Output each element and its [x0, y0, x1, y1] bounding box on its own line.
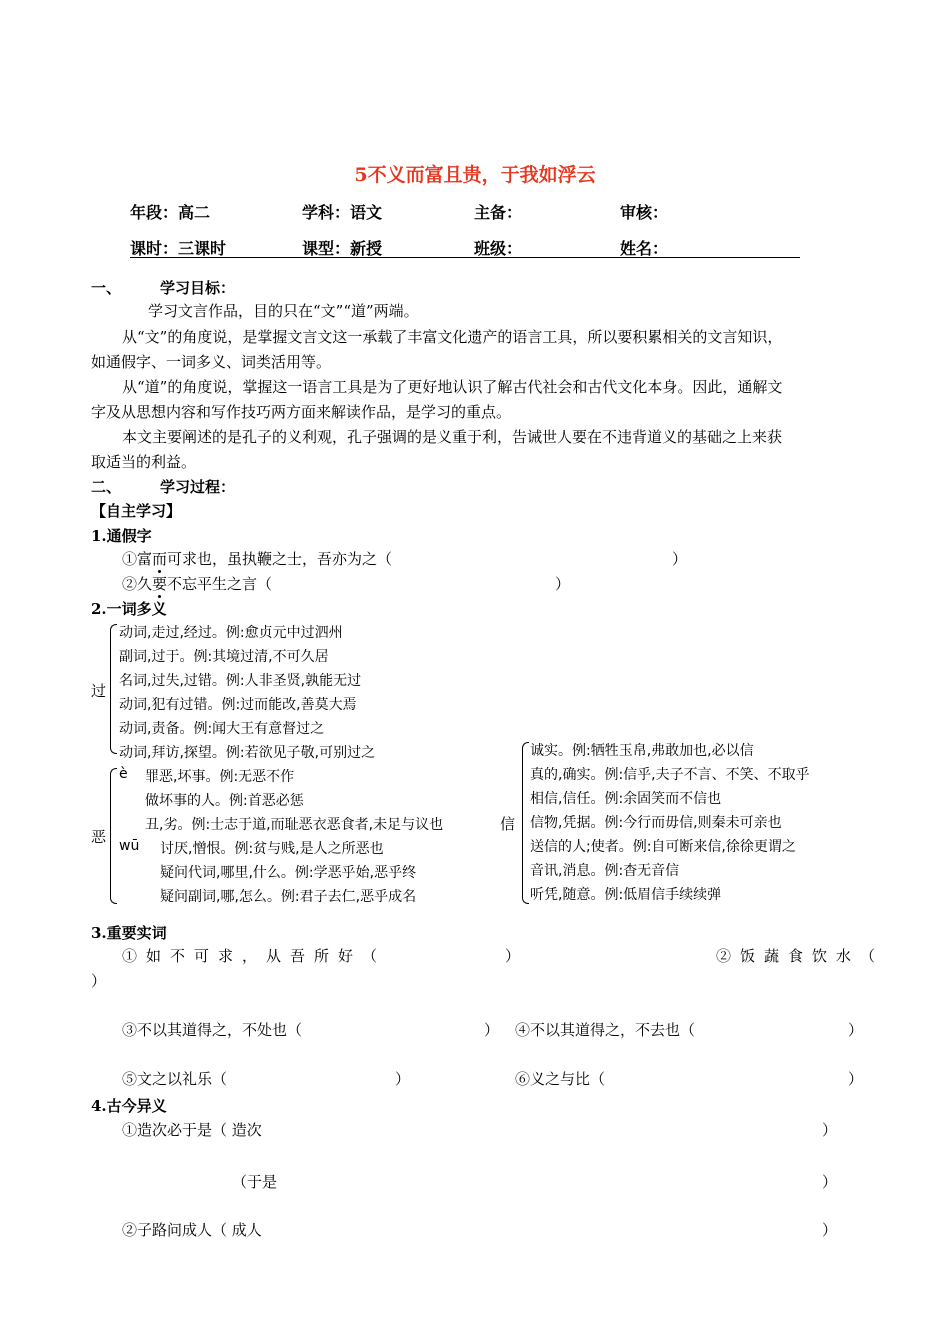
- keywords-item6: ⑥义之与比（: [515, 1070, 606, 1088]
- e-sense-5: 疑问代词,哪里,什么。例:学恶乎始,恶乎终: [160, 865, 417, 881]
- ancient-modern-item1b-close: ）: [822, 1173, 838, 1191]
- meta-underline: [130, 257, 800, 258]
- e-sense-3: 丑,劣。例:士志于道,而耻恶衣恶食者,未足与议也: [145, 817, 444, 833]
- e-pinyin-1: è: [119, 766, 128, 782]
- ancient-modern-item2: ②子路问成人（ 成人: [122, 1221, 262, 1239]
- section1-para4-line1: 本文主要阐述的是孔子的义利观，孔子强调的是义重于利，告诫世人要在不违背道义的基础之上来获: [122, 428, 783, 446]
- xin-sense-6: 音讯,消息。例:杳无音信: [530, 863, 680, 879]
- keywords-item3-close: ）: [484, 1021, 500, 1039]
- section1-number: 一、: [91, 279, 122, 297]
- meta-periods: 课时：三课时: [130, 239, 227, 258]
- meta-reviewer: 审核：: [620, 203, 669, 222]
- ancient-modern-item2-close: ）: [822, 1221, 838, 1239]
- tongjia-item2-close: ）: [555, 575, 571, 593]
- section1-heading: 学习目标：: [160, 279, 236, 297]
- guo-sense-5: 动词,责备。例:闻大王有意督过之: [119, 721, 325, 737]
- polysemy-heading: 2.一词多义: [91, 600, 167, 618]
- xin-sense-5: 送信的人;使者。例:自可断来信,徐徐更谓之: [530, 839, 796, 855]
- meta-class: 班级：: [474, 239, 523, 258]
- keywords-item5-close: ）: [395, 1070, 411, 1088]
- keywords-item1-close: ）: [505, 947, 521, 965]
- ancient-modern-heading: 4.古今异义: [91, 1097, 167, 1115]
- keywords-item1: ①如不可求，从吾所好（: [122, 947, 387, 965]
- self-study-label: 【自主学习】: [91, 502, 182, 520]
- keywords-item4: ④不以其道得之，不去也（: [515, 1021, 696, 1039]
- section1-para2-line2: 如通假字、一词多义、词类活用等。: [91, 353, 332, 371]
- e-sense-6: 疑问副词,哪,怎么。例:君子去仁,恶乎成名: [160, 889, 417, 905]
- e-brace: [110, 768, 117, 904]
- meta-grade: 年段：高二: [130, 203, 211, 222]
- guo-sense-1: 动词,走过,经过。例:愈贞元中过泗州: [119, 625, 343, 641]
- xin-sense-1: 诚实。例:牺牲玉帛,弗敢加也,必以信: [530, 743, 754, 759]
- page-title: 5不义而富且贵，于我如浮云: [354, 164, 596, 186]
- meta-lesson-type: 课型：新授: [302, 239, 383, 258]
- ancient-modern-item1b: （于是: [232, 1173, 278, 1191]
- ancient-modern-item1: ①造次必于是（ 造次: [122, 1121, 262, 1139]
- e-sense-4: 讨厌,憎恨。例:贫与贱,是人之所恶也: [160, 841, 384, 857]
- tongjia-item2: ②久要不忘平生之言（: [122, 575, 273, 593]
- guo-sense-6: 动词,拜访,探望。例:若欲见子敬,可别过之: [119, 745, 376, 761]
- ancient-modern-item1-close: ）: [822, 1121, 838, 1139]
- section1-para3-line1: 从“道”的角度说，掌握这一语言工具是为了更好地认识了解古代社会和古代文化本身。因此，通解文: [122, 378, 783, 396]
- keywords-heading: 3.重要实词: [91, 924, 167, 942]
- tongjia-heading: 1.通假字: [91, 527, 152, 545]
- meta-subject: 学科：语文: [302, 203, 383, 222]
- section1-para1: 学习文言作品，目的只在“文”“道”两端。: [148, 302, 419, 320]
- xin-brace: [522, 742, 529, 904]
- xin-sense-4: 信物,凭据。例:今行而毋信,则秦未可亲也: [530, 815, 782, 831]
- tongjia-item1: ①富而可求也，虽执鞭之士，吾亦为之（: [122, 550, 393, 568]
- section1-para2-line1: 从“文”的角度说，是掌握文言文这一承载了丰富文化遗产的语言工具，所以要积累相关的文言知识，: [122, 328, 783, 346]
- keywords-item4-close: ）: [848, 1021, 864, 1039]
- xin-sense-7: 听凭,随意。例:低眉信手续续弹: [530, 887, 722, 903]
- e-char: 恶: [91, 828, 107, 846]
- keywords-item5: ⑤文之以礼乐（: [122, 1070, 228, 1088]
- section1-para3-line2: 字及从思想内容和写作技巧两方面来解读作品，是学习的重点。: [91, 403, 512, 421]
- xin-char: 信: [500, 815, 516, 833]
- section1-para4-line2: 取适当的利益。: [91, 453, 197, 471]
- xin-sense-3: 相信,信任。例:余固笑而不信也: [530, 791, 722, 807]
- xin-sense-2: 真的,确实。例:信乎,夫子不言、不笑、不取乎: [530, 767, 810, 783]
- section2-number: 二、: [91, 478, 122, 496]
- keywords-item2-close: ）: [91, 972, 107, 990]
- guo-sense-3: 名词,过失,过错。例:人非圣贤,孰能无过: [119, 673, 362, 689]
- section2-heading: 学习过程：: [160, 478, 236, 496]
- keywords-item6-close: ）: [848, 1070, 864, 1088]
- guo-sense-4: 动词,犯有过错。例:过而能改,善莫大焉: [119, 697, 357, 713]
- e-sense-2: 做坏事的人。例:首恶必惩: [145, 793, 304, 809]
- meta-preparer: 主备：: [474, 203, 523, 222]
- guo-sense-2: 副词,过于。例:其境过清,不可久居: [119, 649, 329, 665]
- guo-char: 过: [91, 682, 107, 700]
- tongjia-item1-close: ）: [672, 550, 688, 568]
- meta-name: 姓名：: [620, 239, 669, 258]
- e-pinyin-2: wū: [119, 838, 140, 854]
- keywords-item2: ②饭蔬食饮水（: [716, 947, 885, 965]
- keywords-item3: ③不以其道得之，不处也（: [122, 1021, 303, 1039]
- e-sense-1: 罪恶,坏事。例:无恶不作: [145, 769, 295, 785]
- guo-brace: [110, 624, 117, 754]
